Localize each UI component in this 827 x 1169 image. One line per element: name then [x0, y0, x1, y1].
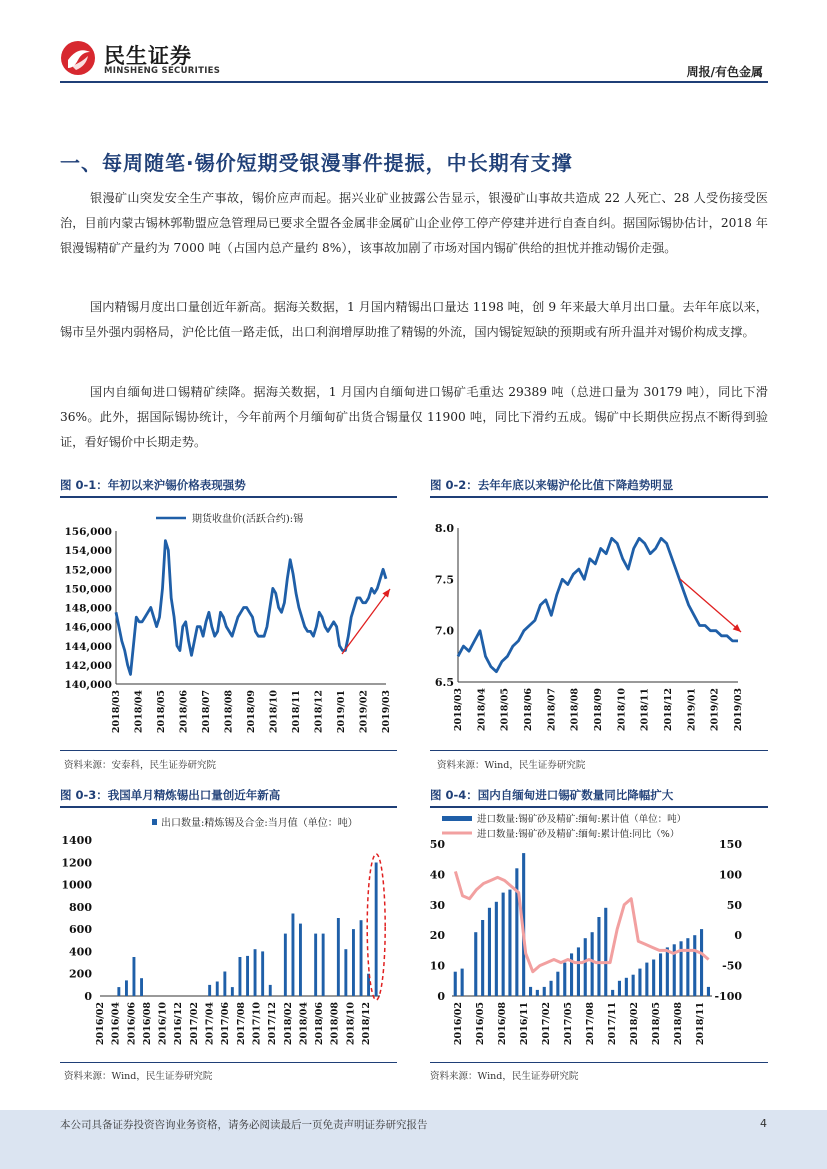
bar	[604, 908, 607, 996]
y-right-tick-label: -100	[714, 990, 742, 1003]
bar	[454, 972, 457, 996]
y-left-tick-label: 30	[429, 898, 445, 912]
figure-3-rule	[60, 806, 397, 808]
x-tick-label: 2017/02	[188, 1002, 200, 1046]
bar	[645, 963, 648, 996]
bar	[638, 969, 641, 996]
bar	[515, 868, 518, 996]
figure-2-chart	[430, 499, 768, 747]
y-tick-label: 400	[69, 945, 92, 959]
footer-disclaimer: 本公司具备证券投资咨询业务资格，请务必阅读最后一页免责声明证券研究报告	[60, 1119, 428, 1131]
x-tick-label: 2018/10	[345, 1002, 357, 1046]
legend-swatch-bar	[442, 816, 472, 821]
y-tick-label: 154,000	[64, 545, 112, 558]
y-tick-label: 142,000	[64, 659, 112, 672]
y-right-tick-label: 150	[719, 838, 742, 851]
minsheng-logo-icon	[60, 40, 96, 76]
y-right-tick-label: 100	[719, 868, 742, 882]
bar	[125, 980, 128, 996]
series-line-tin-price	[116, 541, 386, 675]
legend-label-bar: 进口数量:锡矿砂及精矿:缅甸:累计值（单位：吨）	[477, 814, 687, 825]
legend-label: 期货收盘价(活跃合约):锡	[192, 514, 304, 525]
x-tick-label: 2018/04	[133, 690, 145, 734]
bar	[556, 972, 559, 996]
x-tick-label: 2018/03	[111, 690, 122, 734]
x-tick-label: 2018/08	[223, 690, 235, 734]
y-tick-label: 156,000	[64, 526, 112, 538]
x-tick-label: 2018/06	[314, 1002, 326, 1046]
bar	[208, 985, 211, 996]
legend-label-line: 进口数量:锡矿砂及精矿:缅甸:累计值:同比（%）	[477, 829, 680, 840]
x-tick-label: 2019/02	[358, 690, 370, 734]
bar	[618, 981, 621, 996]
x-tick-label: 2016/08	[497, 1002, 508, 1046]
bar	[269, 985, 272, 996]
bar	[632, 975, 635, 996]
x-tick-label: 2016/11	[519, 1002, 530, 1046]
bar	[550, 981, 553, 996]
x-tick-label: 2018/02	[282, 1002, 294, 1046]
y-tick-label: 7.0	[434, 624, 454, 638]
x-tick-label: 2016/12	[173, 1002, 185, 1046]
x-tick-label: 2019/01	[336, 690, 347, 734]
x-tick-label: 2018/06	[178, 690, 190, 734]
x-tick-label: 2016/02	[95, 1002, 106, 1046]
figure-3-source: 资料来源：Wind，民生证券研究院	[64, 1071, 213, 1082]
x-tick-label: 2018/11	[639, 688, 651, 732]
x-tick-label: 2018/09	[593, 688, 604, 732]
y-right-tick-label: 0	[734, 929, 742, 943]
logo-chinese-name: 民生证券	[104, 44, 192, 68]
x-tick-label: 2017/05	[563, 1002, 574, 1046]
x-tick-label: 2016/10	[157, 1002, 169, 1046]
x-tick-label: 2018/11	[291, 690, 302, 734]
x-tick-label: 2018/06	[523, 688, 534, 732]
bar	[659, 953, 662, 996]
bar	[543, 987, 546, 996]
trend-arrow-up-head	[382, 589, 390, 598]
x-tick-label: 2018/08	[329, 1002, 341, 1046]
paragraph-1: 银漫矿山突发安全生产事故，锡价应声而起。据兴业矿业披露公告显示，银漫矿山事故共造成 22 人死亡、28 人受伤接受医治，目前内蒙古锡林郭勒盟应急管理局已要求全盟各金属非金属矿山企业停工停产停建并进行自查自纠。据国际锡协估计，2018 年银漫锡精矿产量约为 7000 吨（占国内总产量约 8%），该事故加剧了市场对国内锡矿供给的担忧并推动锡价走强。	[60, 191, 768, 255]
x-tick-label: 2018/10	[268, 690, 280, 734]
y-tick-label: 1200	[61, 856, 92, 870]
bar	[474, 932, 477, 996]
x-tick-label: 2018/08	[673, 1002, 684, 1046]
bar	[584, 938, 587, 996]
y-tick-label: 600	[69, 923, 92, 937]
bar	[502, 893, 505, 996]
bar	[292, 914, 295, 997]
bar	[652, 960, 655, 997]
x-tick-label: 2016/04	[110, 1002, 122, 1046]
figure-1-bottom-rule	[60, 750, 397, 751]
y-tick-label: 7.5	[434, 573, 454, 587]
x-tick-label: 2018/02	[629, 1002, 640, 1046]
y-right-tick-label: -50	[722, 959, 742, 973]
x-tick-label: 2019/03	[381, 690, 392, 734]
bar	[239, 957, 242, 996]
bar	[133, 957, 136, 996]
x-tick-label: 2018/05	[651, 1002, 662, 1046]
legend-swatch-bar	[152, 819, 157, 825]
x-tick-label: 2017/11	[607, 1002, 618, 1046]
x-tick-label: 2018/04	[476, 688, 488, 732]
bar	[707, 987, 710, 996]
x-tick-label: 2018/07	[546, 688, 558, 732]
x-tick-label: 2019/02	[709, 688, 721, 732]
bar	[216, 982, 219, 997]
figure-1-title: 图 0-1：年初以来沪锡价格表现强势	[60, 478, 246, 492]
y-tick-label: 144,000	[64, 640, 112, 653]
y-left-tick-label: 40	[429, 868, 445, 882]
x-tick-label: 2018/10	[616, 688, 628, 732]
x-tick-label: 2018/04	[298, 1002, 310, 1046]
figure-4-title: 图 0-4：国内自缅甸进口锡矿数量同比降幅扩大	[430, 788, 674, 802]
bar	[577, 947, 580, 996]
y-tick-label: 200	[69, 967, 92, 981]
bar	[508, 890, 511, 996]
figure-1-chart	[60, 499, 397, 747]
x-tick-label: 2016/08	[141, 1002, 153, 1046]
bar	[299, 924, 302, 996]
figure-4-bottom-rule	[430, 1062, 768, 1063]
figure-2-rule	[430, 496, 768, 498]
figure-2-bottom-rule	[430, 750, 768, 751]
y-left-tick-label: 0	[437, 990, 445, 1003]
bar	[375, 863, 378, 997]
figure-2-title: 图 0-2：去年年底以来锡沪伦比值下降趋势明显	[430, 478, 674, 492]
bar	[223, 972, 226, 997]
x-tick-label: 2018/05	[499, 688, 511, 732]
x-tick-label: 2018/12	[361, 1002, 372, 1046]
figure-4-rule	[430, 806, 768, 808]
y-left-tick-label: 10	[429, 959, 445, 973]
series-line-yoy	[455, 871, 708, 971]
y-right-tick-label: 50	[726, 898, 742, 912]
y-tick-label: 1400	[61, 834, 92, 847]
bar	[246, 956, 249, 996]
bar	[261, 951, 264, 996]
bar	[322, 934, 325, 996]
bar	[529, 987, 532, 996]
x-tick-label: 2018/12	[313, 690, 325, 734]
paragraph-3: 国内自缅甸进口锡精矿续降。据海关数据，1 月国内自缅甸进口锡矿毛重达 29389 吨（总进口量为 30179 吨），同比下滑 36%。此外，据国际锡协统计，今年前两个月缅甸矿出货合锡量仅 11900 吨，同比下滑约五成。锡矿中长期供应拐点不断得到验证，看好锡价中长期走势。	[60, 385, 768, 449]
x-tick-label: 2017/08	[585, 1002, 596, 1046]
bar	[488, 908, 491, 996]
y-tick-label: 140,000	[64, 679, 112, 691]
y-tick-label: 800	[69, 900, 92, 914]
x-tick-label: 2018/03	[453, 688, 464, 732]
y-tick-label: 150,000	[64, 583, 112, 596]
y-left-tick-label: 50	[429, 838, 445, 851]
y-tick-label: 6.5	[434, 676, 454, 689]
bar	[597, 917, 600, 996]
y-tick-label: 0	[84, 990, 92, 1003]
x-tick-label: 2019/01	[686, 688, 698, 732]
bar	[337, 918, 340, 996]
bar	[693, 935, 696, 996]
bar	[360, 920, 363, 996]
x-tick-label: 2018/08	[569, 688, 581, 732]
x-tick-label: 2017/08	[235, 1002, 247, 1046]
y-tick-label: 146,000	[64, 621, 112, 634]
x-tick-label: 2018/11	[695, 1002, 706, 1046]
bar	[461, 969, 464, 996]
bar	[700, 929, 703, 996]
bar	[563, 963, 566, 996]
bar	[117, 987, 120, 996]
x-tick-label: 2018/05	[156, 690, 167, 734]
x-tick-label: 2017/04	[204, 1002, 216, 1046]
x-tick-label: 2017/06	[220, 1002, 232, 1046]
bar	[284, 934, 287, 996]
x-tick-label: 2017/10	[251, 1002, 263, 1046]
bar	[231, 987, 234, 996]
figure-3-chart	[60, 809, 397, 1059]
bar	[495, 902, 498, 996]
x-tick-label: 2017/12	[267, 1002, 279, 1046]
figure-4-source: 资料来源：Wind，民生证券研究院	[430, 1071, 579, 1082]
bar	[314, 934, 317, 996]
page-number: 4	[760, 1117, 767, 1130]
section-title: 一、每周随笔·锡价短期受银漫事件提振，中长期有支撑	[60, 151, 573, 175]
x-tick-label: 2016/05	[475, 1002, 486, 1046]
header-divider	[60, 81, 768, 83]
figure-2-source: 资料来源：Wind，民生证券研究院	[437, 760, 586, 771]
figure-1-rule	[60, 496, 397, 498]
y-tick-label: 148,000	[64, 602, 112, 615]
bar	[140, 978, 143, 996]
x-tick-label: 2019/03	[733, 688, 744, 732]
y-tick-label: 8.0	[434, 522, 454, 535]
figure-3-bottom-rule	[60, 1062, 397, 1063]
x-tick-label: 2018/12	[663, 688, 674, 732]
bar	[686, 938, 689, 996]
series-line-shfe-lme-ratio	[458, 538, 738, 671]
logo-english-name: MINSHENG SECURITIES	[104, 66, 221, 76]
bar	[591, 932, 594, 996]
x-tick-label: 2016/02	[453, 1002, 464, 1046]
y-tick-label: 1000	[61, 878, 92, 892]
x-tick-label: 2017/02	[541, 1002, 552, 1046]
bar	[344, 949, 347, 996]
x-tick-label: 2018/07	[201, 690, 212, 734]
report-type-label: 周报/有色金属	[686, 65, 763, 79]
y-tick-label: 152,000	[64, 564, 112, 577]
bar	[611, 990, 614, 996]
paragraph-2: 国内精锡月度出口量创近年新高。据海关数据，1 月国内精锡出口量达 1198 吨，创 9 年来最大单月出口量。去年年底以来，锡市呈外强内弱格局，沪伦比值一路走低，出口利润增厚助推了精锡的外流，国内锡锭短缺的预期或有所升温并对锡价构成支撑。	[60, 300, 768, 339]
x-tick-label: 2016/06	[126, 1002, 138, 1046]
bar	[536, 990, 539, 996]
figure-4-chart	[422, 809, 768, 1059]
bar	[254, 949, 257, 996]
bar	[352, 929, 355, 996]
x-tick-label: 2018/09	[246, 690, 257, 734]
y-left-tick-label: 20	[429, 929, 445, 943]
figure-1-source: 资料来源：安泰科，民生证券研究院	[64, 760, 217, 771]
bar	[481, 920, 484, 996]
legend-label: 出口数量:精炼锡及合金:当月值（单位：吨）	[161, 818, 358, 829]
bar	[666, 947, 669, 996]
bar	[625, 978, 628, 996]
figure-3-title: 图 0-3：我国单月精炼锡出口量创近年新高	[60, 788, 281, 802]
